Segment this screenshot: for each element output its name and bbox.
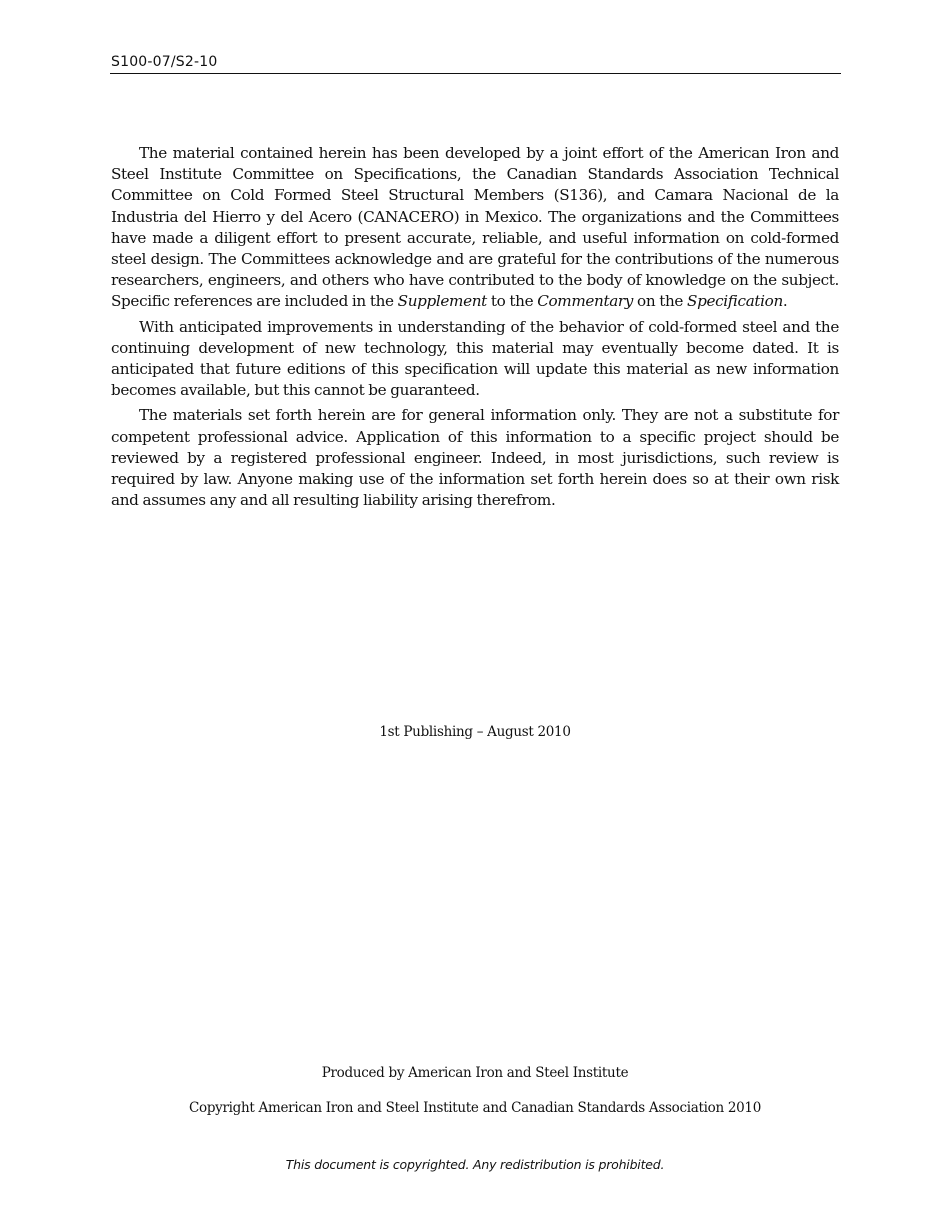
- specification-title: Specification: [687, 292, 783, 311]
- paragraph-3: The materials set forth herein are for general information only. They are not a substitute for competent professional advice. Application of this information to a specific project should be reviewed by a registered professional engineer. Indeed, in most jurisdictions, such review is required by law. Anyone making use of the information set forth herein does so at their own risk and assumes any and all resulting liability arising therefrom.: [111, 406, 839, 510]
- paragraph-2: With anticipated improvements in understanding of the behavior of cold-formed steel and the continuing development of new technology, this material may eventually become dated. It is anticipated that future editions of this specification will update this material as new information becomes available, but this cannot be guaranteed.: [111, 317, 839, 400]
- disclaimer-body: [111, 143, 839, 515]
- paragraph-1: [111, 143, 839, 313]
- document-code: S100-07/S2-10: [111, 54, 218, 70]
- redistribution-notice: This document is copyrighted. Any redistribution is prohibited.: [285, 1157, 665, 1172]
- paragraph-1-text-3: on the: [633, 292, 688, 311]
- publishing-date: 1st Publishing – August 2010: [379, 724, 571, 740]
- header-rule: [110, 73, 841, 74]
- paragraph-1-text-4: .: [782, 292, 788, 311]
- paragraph-1-text: The material contained herein has been developed by a joint effort of the American Iron and Steel Institute Committee on Specifications, the Canadian Standards Association Technical Committee on Cold Formed Steel Structural Members (S136), and Camara Nacional de la Industria del Hierro y del Acero (CANACERO) in Mexico. The organizations and the Committees have made a diligent effort to present accurate, reliable, and useful information on cold-formed steel design. The Committees acknowledge and are grateful for the contributions of the numerous researchers, engineers, and others who have contributed to the body of knowledge on the subject. Specific references are included in the: [111, 144, 839, 311]
- copyright-line: Copyright American Iron and Steel Institute and Canadian Standards Association 2010: [188, 1100, 761, 1116]
- paragraph-1-text-2: to the: [486, 292, 538, 311]
- commentary-title: Commentary: [537, 292, 634, 311]
- producer-line: Produced by American Iron and Steel Institute: [321, 1065, 629, 1081]
- supplement-title: Supplement: [397, 292, 487, 311]
